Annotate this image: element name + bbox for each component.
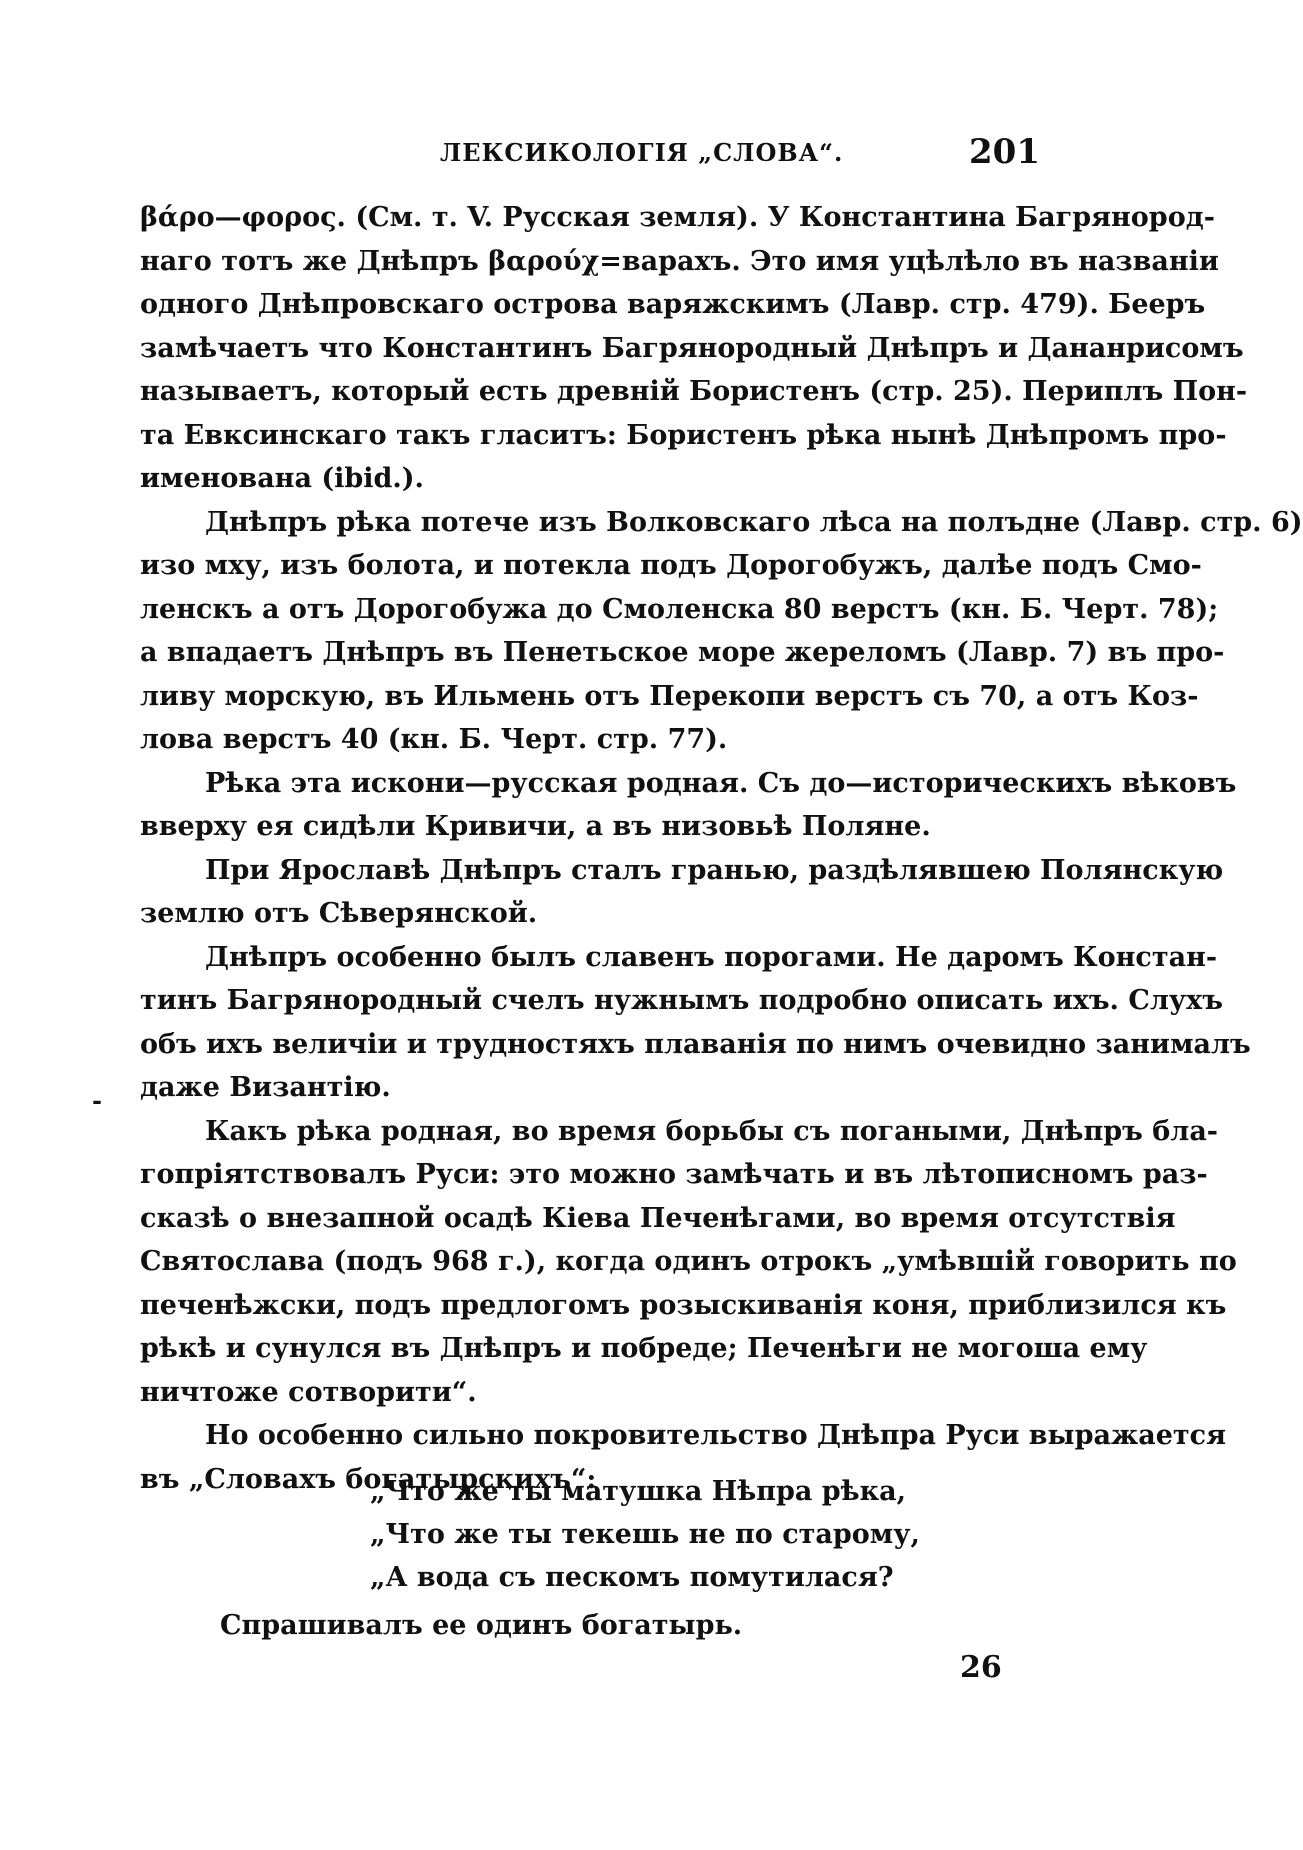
text-line: Днѣпръ особенно былъ славенъ порогами. Не даромъ Констан- bbox=[205, 941, 1218, 973]
text-line: ничтоже сотворити“. bbox=[140, 1376, 477, 1408]
margin-mark: - bbox=[92, 1086, 102, 1115]
text-line: наго тотъ же Днѣпръ βαρούχ=варахъ. Это имя уцѣлѣло въ названіи bbox=[140, 245, 1219, 277]
text-line: одного Днѣпровскаго острова варяжскимъ (Лавр. стр. 479). Беeръ bbox=[140, 289, 1206, 320]
text-line: Но особенно сильно покровительство Днѣпра Руси выражается bbox=[205, 1420, 1227, 1451]
verse-line: „А вода съ пескомъ помутилася? bbox=[370, 1562, 894, 1593]
text-line: Святослава (подъ 968 г.), когда одинъ отрокъ „умѣвшій говорить по bbox=[140, 1246, 1237, 1277]
text-line: Какъ рѣка родная, во время борьбы съ погаными, Днѣпръ бла- bbox=[205, 1115, 1219, 1147]
text-line: гопріятствовалъ Руси: это можно замѣчать и въ лѣтописномъ раз- bbox=[140, 1159, 1208, 1190]
text-line: сказѣ о внезапной осадѣ Кіева Печенѣгами, во время отсутствія bbox=[140, 1202, 1176, 1234]
text-line: изо мху, изъ болота, и потекла подъ Дорогобужъ, далѣе подъ Смо- bbox=[140, 550, 1202, 581]
verse-line: „Что же ты текешь не по старому, bbox=[370, 1519, 920, 1550]
body-text bbox=[140, 196, 1303, 1501]
text-line: именована (ibid.). bbox=[140, 463, 424, 494]
page-header bbox=[140, 132, 1040, 178]
text-line: ленскъ а отъ Дорогобужа до Смоленска 80 верстъ (кн. Б. Черт. 78); bbox=[140, 593, 1219, 625]
text-line: а впадаетъ Днѣпръ въ Пенетьское море жереломъ (Лавр. 7) въ про- bbox=[140, 637, 1225, 668]
text-line: печенѣжски, подъ предлогомъ розыскиванія коня, приблизился къ bbox=[140, 1289, 1227, 1321]
text-line: вверху ея сидѣли Кривичи, а въ низовьѣ Поляне. bbox=[140, 811, 931, 842]
text-line: рѣкѣ и сунулся въ Днѣпръ и побреде; Печенѣги не могоша ему bbox=[140, 1333, 1148, 1364]
text-line: землю отъ Сѣверянской. bbox=[140, 898, 538, 929]
text-line: Рѣка эта искони—русская родная. Съ до—историческихъ вѣковъ bbox=[205, 767, 1237, 799]
verse-line: „Что же ты матушка Нѣпра рѣка, bbox=[370, 1476, 907, 1507]
text-line: Днѣпръ рѣка потече изъ Волковскаго лѣса на полъдне (Лавр. стр. 6) bbox=[205, 506, 1303, 538]
text-line: лова верстъ 40 (кн. Б. Черт. стр. 77). bbox=[140, 724, 728, 755]
closing-line: Спрашивалъ ее одинъ богатырь. bbox=[220, 1610, 743, 1641]
text-line: даже Византію. bbox=[140, 1072, 391, 1103]
text-line: При Ярославѣ Днѣпръ сталъ гранью, раздѣлявшею Полянскую bbox=[205, 854, 1224, 886]
text-line: та Евксинскаго такъ гласитъ: Бористенъ рѣка нынѣ Днѣпромъ про- bbox=[140, 419, 1227, 451]
signature-mark: 26 bbox=[960, 1650, 1002, 1685]
text-line: βάρο—φορος. (См. т. V. Русская земля). У Константина Багрянород- bbox=[140, 202, 1215, 233]
running-title: ЛЕКСИКОЛОГІЯ „СЛОВА“. bbox=[440, 138, 844, 167]
verse-block bbox=[370, 1470, 920, 1599]
text-line: замѣчаетъ что Константинъ Багрянородный Днѣпръ и Дананрисомъ bbox=[140, 332, 1244, 364]
text-line: объ ихъ величіи и трудностяхъ плаванія по нимъ очевидно занималъ bbox=[140, 1028, 1251, 1060]
text-line: ливу морскую, въ Ильмень отъ Перекопи верстъ съ 70, а отъ Коз- bbox=[140, 680, 1199, 712]
text-line: тинъ Багрянородный счелъ нужнымъ подробно описать ихъ. Слухъ bbox=[140, 985, 1223, 1016]
text-line: называетъ, который есть древній Бористенъ (стр. 25). Периплъ Пон- bbox=[140, 376, 1248, 407]
page-number: 201 bbox=[969, 132, 1040, 172]
text-line: въ „Словахъ богатырскихъ“: bbox=[140, 1463, 597, 1495]
